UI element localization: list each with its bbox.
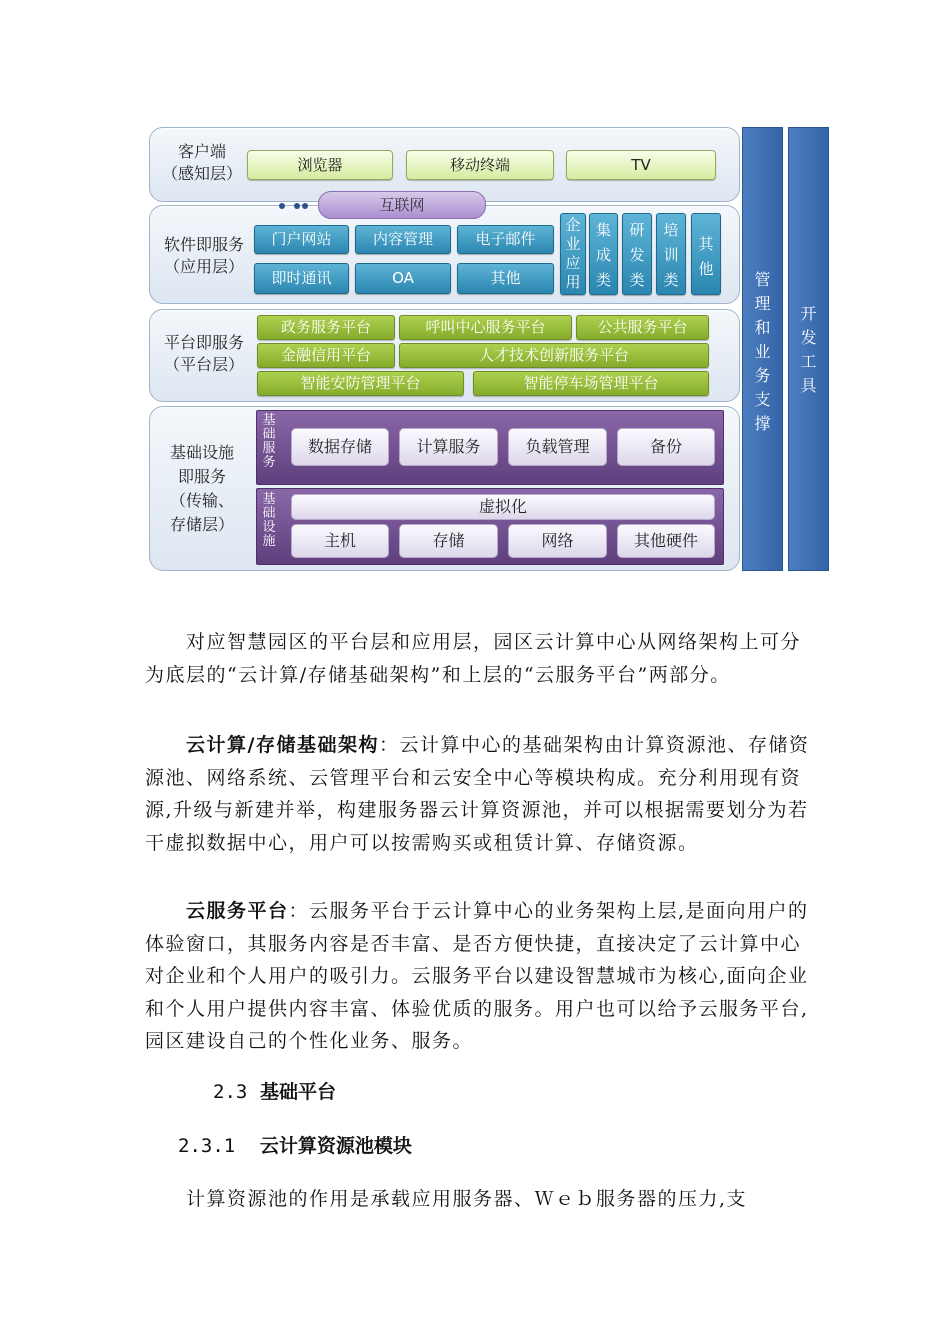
saas-item-email: 电子邮件 [457, 225, 554, 254]
paragraph-compute-pool: 计算资源池的作用是承载应用服务器、Ｗｅｂ服务器的压力,支 [186, 1188, 748, 1210]
service-platform-description: ：云服务平台于云计算中心的业务架构上层,是面向用户的体验窗口，其服务内容是否丰富、是否方便快捷，直接决定了云计算中心对企业和个人用户的吸引力。云服务平台以建设智慧城市为核心,面向企业和个人用户提供内容丰富、体验优质的服务。用户也可以给予云服务平台,园区建设自己的个性化业务、服务。 [145, 900, 809, 1052]
saas-item-portal: 门户网站 [254, 225, 349, 254]
paragraph-infrastructure [145, 729, 810, 859]
paas-item-callcenter: 呼叫中心服务平台 [399, 315, 572, 340]
section-title: 基础平台 [259, 1081, 336, 1103]
internet-dot [279, 203, 285, 209]
virtualization-bar: 虚拟化 [291, 494, 715, 520]
term-service-platform: 云服务平台 [186, 900, 289, 922]
internet-dot [294, 203, 300, 209]
saas-item-oa: OA [355, 263, 451, 294]
enterprise-app-label: 企业应用 [560, 213, 586, 295]
client-item-mobile: 移动终端 [406, 150, 554, 180]
paas-item-talent: 人才技术创新服务平台 [399, 343, 709, 368]
client-item-browser: 浏览器 [247, 150, 393, 180]
iaas-layer-label: 基础设施 即服务 （传输、 存储层） [169, 443, 234, 534]
saas-item-im: 即时通讯 [254, 263, 349, 294]
basic-item-backup: 备份 [617, 428, 715, 466]
paragraph-architecture-intro: 对应智慧园区的平台层和应用层，园区云计算中心从网络架构上可分为底层的“云计算/存储基础架构”和上层的“云服务平台”两部分。 [145, 631, 802, 686]
infra-item-network: 网络 [508, 524, 607, 558]
paas-item-finance: 金融信用平台 [257, 343, 395, 368]
saas-item-other: 其他 [457, 263, 554, 294]
section-heading-2-3-1 [178, 1131, 412, 1158]
infra-item-storage: 存储 [399, 524, 498, 558]
term-infrastructure: 云计算/存储基础架构 [186, 734, 379, 756]
subsection-number: 2.3.1 [178, 1135, 236, 1157]
internet-dot [302, 203, 308, 209]
infra-item-hardware: 其他硬件 [617, 524, 715, 558]
paas-item-parking: 智能停车场管理平台 [473, 371, 709, 396]
saas-layer-label: 软件即服务 （应用层） [163, 235, 244, 276]
subsection-title: 云计算资源池模块 [259, 1135, 412, 1157]
infra-label: 基础设施 [262, 492, 276, 549]
client-layer-label: 客户端 （感知层） [161, 142, 242, 183]
paragraph-service-platform [145, 895, 810, 1058]
infra-item-host: 主机 [291, 524, 389, 558]
paas-item-gov: 政务服务平台 [257, 315, 395, 340]
enterprise-item-training: 培训类 [656, 213, 686, 295]
internet-cloud: 互联网 [318, 191, 486, 219]
paas-item-public: 公共服务平台 [576, 315, 709, 340]
client-item-tv: TV [566, 150, 716, 180]
basic-item-compute: 计算服务 [399, 428, 498, 466]
basic-item-load: 负载管理 [508, 428, 607, 466]
paas-item-security: 智能安防管理平台 [257, 371, 464, 396]
enterprise-item-other: 其他 [691, 213, 721, 295]
basic-item-storage: 数据存储 [291, 428, 389, 466]
section-number: 2.3 [213, 1081, 248, 1103]
paas-layer-label: 平台即服务 （平台层） [163, 333, 244, 374]
infrastructure-description: ：云计算中心的基础架构由计算资源池、存储资源池、网络系统、云管理平台和云安全中心等模块构成。充分利用现有资源,升级与新建并举，构建服务器云计算资源池，并可以根据需要划分为若干虚拟数据中心，用户可以按需购买或租赁计算、存储资源。 [145, 734, 810, 854]
section-heading-2-3 [213, 1077, 336, 1104]
enterprise-item-rnd: 研发类 [622, 213, 652, 295]
management-support-bar: 管理和业务支撑 [742, 127, 783, 571]
basic-service-label: 基础服务 [262, 413, 276, 470]
enterprise-item-integration: 集成类 [589, 213, 618, 295]
dev-tools-bar: 开发工具 [788, 127, 829, 571]
saas-item-cms: 内容管理 [355, 225, 451, 254]
